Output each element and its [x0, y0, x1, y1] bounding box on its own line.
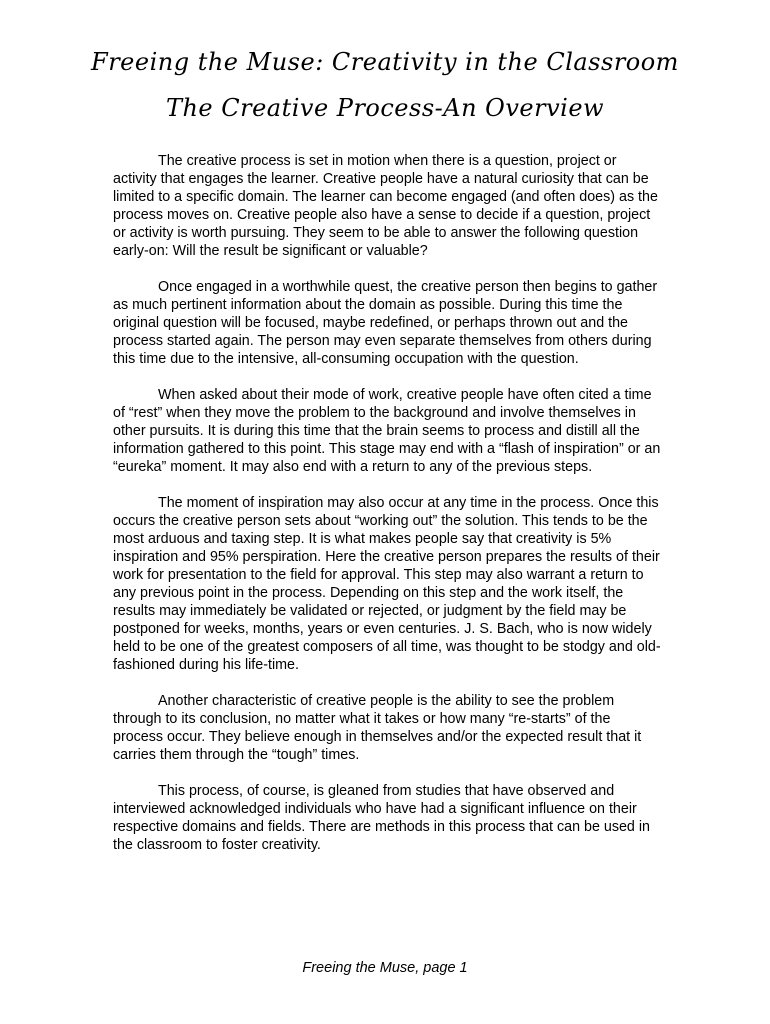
- body-paragraph: When asked about their mode of work, creative people have often cited a time of “rest” when they move the problem to the background and involve themselves in other pursuits. It is during this time that the brain seems to process and distill all the information gathered to this point. This stage may end with a “flash of inspiration” or an “eureka” moment. It may also end with a return to any of the previous steps.: [113, 387, 661, 475]
- body-paragraph: The creative process is set in motion when there is a question, project or activity that engages the learner. Creative people have a natural curiosity that can be limited to a specific domain. The learner can become engaged (and often does) as the process moves on. Creative people also have a sense to decide if a question, project or activity is worth pursuing. They seem to be able to answer the following question early-on: Will the result be significant or valuable?: [113, 153, 658, 259]
- body-paragraph: Once engaged in a worthwhile quest, the creative person then begins to gather as much pertinent information about the domain as possible. During this time the original question will be focused, maybe redefined, or perhaps thrown out and the process started again. The person may even separate themselves from others during this time due to the intensive, all-consuming occupation with the question.: [113, 279, 658, 367]
- body-paragraph: Another characteristic of creative people is the ability to see the problem through to its conclusion, no matter what it takes or how many “re-starts” of the process occur. They believe enough in themselves and/or the expected result that it carries them through the “tough” times.: [113, 693, 642, 763]
- page-footer: Freeing the Muse, page 1: [302, 960, 468, 976]
- document-subtitle: The Creative Process-An Overview: [165, 94, 605, 122]
- body-paragraph: This process, of course, is gleaned from studies that have observed and interviewed acknowledged individuals who have had a significant influence on their respective domains and fields. There are methods in this process that can be used in the classroom to foster creativity.: [113, 783, 650, 853]
- body-paragraph: The moment of inspiration may also occur at any time in the process. Once this occurs the creative person sets about “working out” the solution. This tends to be the most arduous and taxing step. It is what makes people say that creativity is 5% inspiration and 95% perspiration. Here the creative person prepares the results of their work for presentation to the field for approval. This step may also warrant a return to any previous point in the process. Depending on this step and the work itself, the results may immediately be validated or rejected, or judgment by the field may be postponed for weeks, months, years or even centuries. J. S. Bach, who is now widely held to be one of the greatest composers of all time, was thought to be stodgy and old-fashioned during his life-time.: [113, 495, 661, 673]
- document-body: [113, 152, 661, 872]
- document-title: Freeing the Muse: Creativity in the Classroom: [91, 48, 679, 76]
